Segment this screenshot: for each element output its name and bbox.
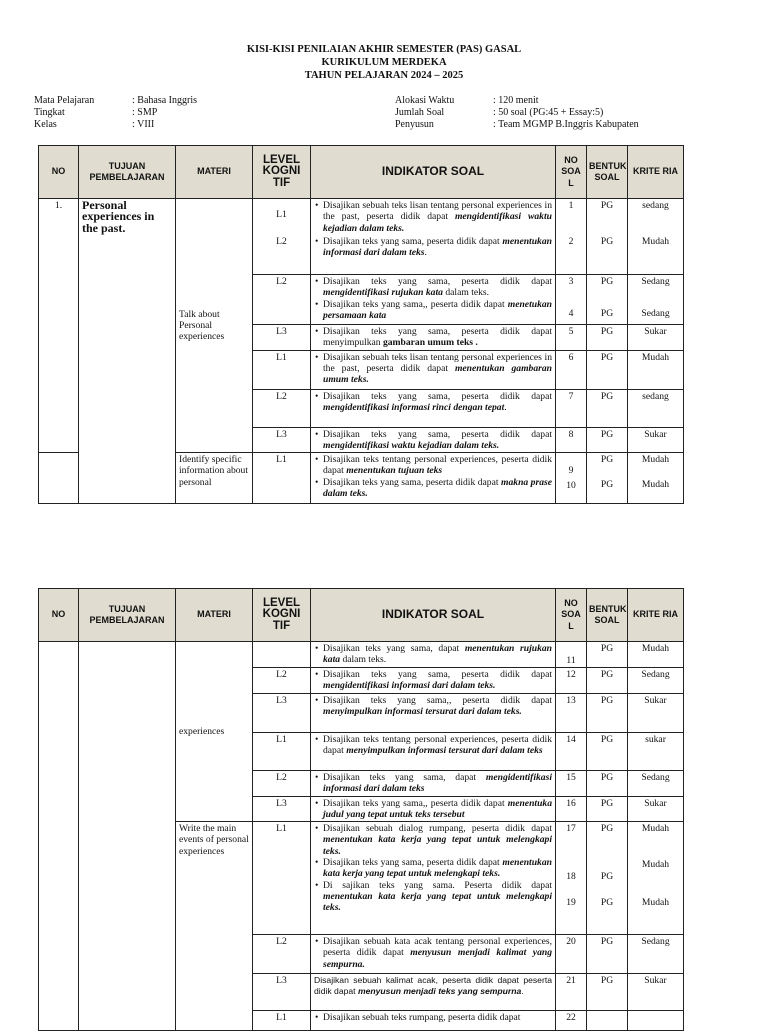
level-cell [253,199,311,275]
indikator-cell: • Disajikan teks tentang personal experiences, peserta didik dapat menyimpulkan informasi tersurat dari dalam teks [311,732,556,770]
no-soal-cell: 22 [556,1011,587,1031]
kriteria-cell: Mudah Mudah [628,453,684,504]
materi-cell: Talk about Personal experiences [176,199,253,453]
col-tujuan: TUJUAN PEMBELAJARAN [79,589,176,642]
no-soal-cell: 7 [556,389,587,427]
no-soal-cell: 12 [556,668,587,694]
kriteria-cell: Sedang Sedang [628,275,684,325]
materi-cell: Identify specific information about personal [176,453,253,504]
level-cell-empty [253,642,311,668]
meta-value: : Team MGMP B.Inggris Kabupaten [493,119,639,130]
indikator-cell: • Disajikan teks yang sama, dapat mengidentifikasi informasi dari dalam teks [311,770,556,796]
bentuk-cell: PG [587,668,628,694]
kriteria-cell: Sukar [628,796,684,822]
col-no: NO [39,589,79,642]
bentuk-cell: PG [587,693,628,732]
bentuk-cell: PG PG [587,275,628,325]
materi-cell: experiences [176,642,253,822]
col-level: LEVEL KOGNI TIF [253,146,311,199]
meta-value: : VIII [132,119,155,130]
academic-year: TAHUN PELAJARAN 2024 – 2025 [304,70,464,81]
materi-cell: Write the main events of personal experiences [176,822,253,1031]
col-no: NO [39,146,79,199]
col-no-soal: NO SOA L [556,589,587,642]
no-soal-cell: 20 [556,935,587,974]
indikator-cell: • Disajikan sebuah kata acak tentang personal experiences, peserta didik dapat menyusun menjadi kalimat yang sempurna. [311,935,556,974]
meta-value: : Bahasa Inggris [132,95,197,106]
meta-label: Jumlah Soal [395,107,445,118]
indikator-cell: • Disajikan teks yang sama,, peserta didik dapat menyimpulkan informasi tersurat dari dalam teks. [311,693,556,732]
kriteria-cell: Sedang [628,668,684,694]
col-level: LEVEL KOGNI TIF [253,589,311,642]
level-cell: L3 [253,974,311,1011]
kisi-kisi-table-2 [38,588,684,1031]
no-soal-cell: 8 [556,427,587,453]
level-cell: L1 [253,822,311,935]
bentuk-cell: PG [587,732,628,770]
meta-label: Mata Pelajaran [34,95,95,106]
no-soal-cell: 3 4 [556,275,587,325]
no-soal-cell: 9 10 [556,453,587,504]
level-cell: L1 [253,453,311,504]
kriteria-cell: Sukar [628,693,684,732]
kriteria-cell: Sukar [628,325,684,351]
col-kriteria: KRITE RIA [628,589,684,642]
no-soal-cell: 6 [556,350,587,389]
bentuk-cell: PG [587,796,628,822]
no-soal-cell: 16 [556,796,587,822]
no-soal-cell: 15 [556,770,587,796]
indikator-cell: • Disajikan sebuah teks lisan tentang personal experiences in the past, peserta didik dapat mengidentifikasi waktu kejadian dalam teks. • Disajikan teks yang sama, peserta didik dapat menentukan informasi dari dalam teks. [311,199,556,275]
no-soal-cell: 1 2 [556,199,587,275]
tujuan-empty [79,642,176,1031]
indikator-cell: • Disajikan teks yang sama, peserta didik dapat mengidentifikasi informasi dari dalam teks. [311,668,556,694]
indikator-cell: • Disajikan sebuah teks rumpang, peserta didik dapat [311,1011,556,1031]
kriteria-cell: Sukar [628,974,684,1011]
kriteria-cell: Mudah Mudah Mudah [628,822,684,935]
document-title: KISI-KISI PENILAIAN AKHIR SEMESTER (PAS) GASAL [246,44,522,55]
bentuk-cell: PG [587,350,628,389]
level-cell: L1 [253,350,311,389]
level-cell: L2 [253,935,311,974]
level-cell: L3 [253,325,311,351]
kisi-kisi-table-1 [38,145,684,504]
level-cell: L2 [253,770,311,796]
level-cell: L3 [253,796,311,822]
kriteria-cell: sukar [628,732,684,770]
table-header-row [39,146,684,199]
no-soal-cell: 21 [556,974,587,1011]
level-cell: L1 [253,732,311,770]
meta-value: : 50 soal (PG:45 + Essay:5) [493,107,604,118]
table-header-row [39,589,684,642]
bentuk-cell: PG [587,325,628,351]
level-value: L2 [276,236,287,248]
bentuk-cell: PG [587,770,628,796]
table-row [39,642,684,668]
no-soal-cell: 5 [556,325,587,351]
col-bentuk: BENTUK SOAL [587,146,628,199]
meta-label: Tingkat [34,107,65,118]
level-cell: L1 [253,1011,311,1031]
col-bentuk: BENTUK SOAL [587,589,628,642]
kriteria-cell: Sedang [628,935,684,974]
bentuk-cell: PG PG [587,199,628,275]
level-cell: L2 [253,668,311,694]
no-soal-cell: 17 18 19 [556,822,587,935]
meta-value: : 120 menit [493,95,539,106]
meta-left [34,95,197,131]
level-value: L1 [276,209,287,220]
kriteria-cell [628,1011,684,1031]
indikator-cell: • Disajikan teks tentang personal experiences, peserta didik dapat menentukan tujuan teks • Disajikan teks yang sama, peserta didik dapat makna prase dalam teks. [311,453,556,504]
bentuk-cell: PG [587,389,628,427]
level-cell: L2 [253,275,311,325]
level-cell: L3 [253,427,311,453]
indikator-cell: • Disajikan teks yang sama, peserta didik dapat menyimpulkan gambaran umum teks . [311,325,556,351]
col-kriteria: KRITE RIA [628,146,684,199]
meta-label: Kelas [34,119,57,130]
row-number: 1. [39,199,79,453]
indikator-cell: • Disajikan teks yang sama,, peserta didik dapat menentuka judul yang tepat untuk teks tersebut [311,796,556,822]
row-number-empty [39,453,79,504]
meta-label: Alokasi Waktu [395,95,455,106]
table-row [39,199,684,275]
no-soal-cell: 11 [556,642,587,668]
bentuk-cell: PG [587,427,628,453]
row-number-empty [39,642,79,1031]
bentuk-cell: PG PG PG [587,822,628,935]
indikator-cell: • Disajikan teks yang sama, peserta didik dapat mengidentifikasi waktu kejadian dalam teks. [311,427,556,453]
col-indikator: INDIKATOR SOAL [311,589,556,642]
indikator-cell: • Disajikan teks yang sama, dapat menentukan rujukan kata dalam teks. [311,642,556,668]
meta-label: Penyusun [395,119,434,130]
bentuk-cell [587,1011,628,1031]
col-materi: MATERI [176,589,253,642]
level-cell: L2 [253,389,311,427]
meta-right [395,95,639,131]
document-subtitle: KURIKULUM MERDEKA [321,57,447,68]
kriteria-cell: sedang Mudah [628,199,684,275]
indikator-cell: Disajikan sebuah kalimat acak, peserta didik dapat peserta didik dapat menyusun menjadi teks yang sempurna. [311,974,556,1011]
indikator-cell: • Disajikan sebuah dialog rumpang, peserta didik dapat menentukan kata kerja yang tepat untuk melengkapi teks. • Disajikan teks yang sama, peserta didik dapat menentukan kata kerja yang tepat untuk melengkapi teks. • Di sajikan teks yang sama. Peserta didik dapat menentukan kata kerja yang tepat untuk melengkapi teks. [311,822,556,935]
kriteria-cell: Sedang [628,770,684,796]
indikator-cell: • Disajikan teks yang sama, peserta didik dapat mengidentifikasi rujukan kata dalam teks. • Disajikan teks yang sama,, peserta didik dapat menetukan persamaan kata [311,275,556,325]
col-indikator: INDIKATOR SOAL [311,146,556,199]
indikator-cell: • Disajikan teks yang sama, peserta didik dapat mengidentifikasi informasi rinci dengan tepat. [311,389,556,427]
meta-value: : SMP [132,107,158,118]
level-cell: L3 [253,693,311,732]
bentuk-cell: PG PG [587,453,628,504]
no-soal-cell: 13 [556,693,587,732]
bentuk-cell: PG [587,935,628,974]
col-tujuan: TUJUAN PEMBELAJARAN [79,146,176,199]
tujuan-cell: Personal experiences in the past. [79,199,176,504]
no-soal-cell: 14 [556,732,587,770]
bentuk-cell: PG [587,642,628,668]
col-no-soal: NO SOA L [556,146,587,199]
kriteria-cell: Mudah [628,350,684,389]
kriteria-cell: Mudah [628,642,684,668]
indikator-cell: • Disajikan sebuah teks lisan tentang personal experiences in the past, peserta didik dapat menentukan gambaran umum teks. [311,350,556,389]
col-materi: MATERI [176,146,253,199]
kriteria-cell: sedang [628,389,684,427]
bentuk-cell: PG [587,974,628,1011]
kriteria-cell: Sukar [628,427,684,453]
